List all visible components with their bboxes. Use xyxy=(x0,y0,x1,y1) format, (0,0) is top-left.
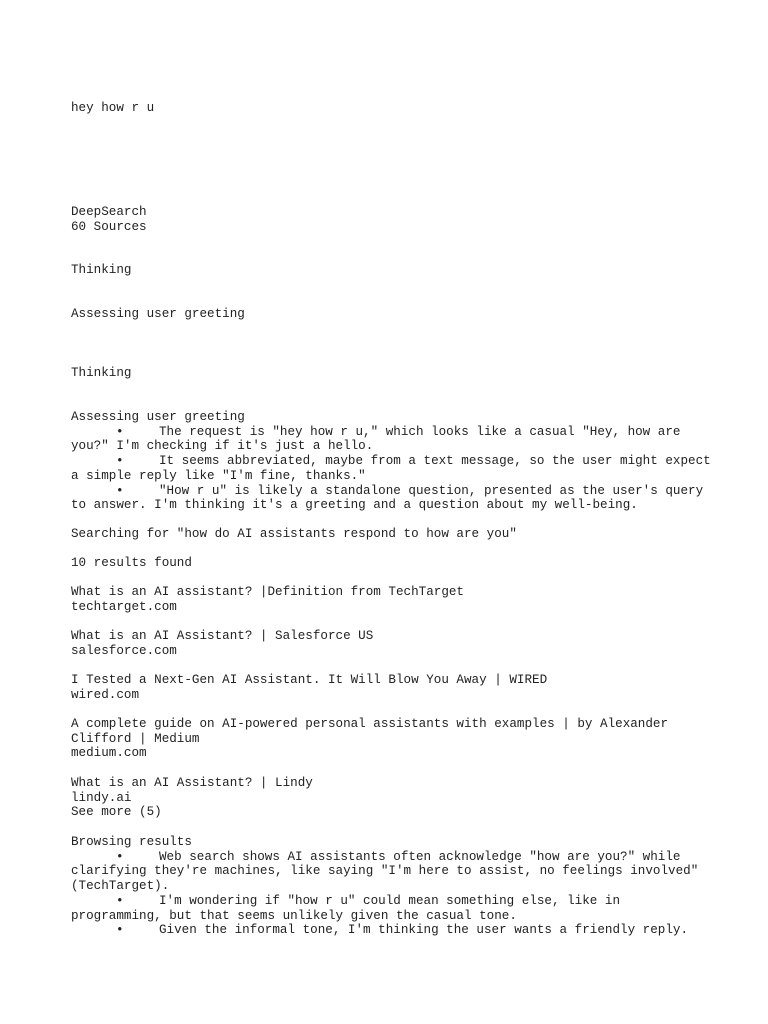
bullet-icon: • xyxy=(116,483,124,498)
results-count-text: 10 results found xyxy=(71,556,192,570)
thinking-section-2[interactable] xyxy=(71,366,711,381)
browsing-bullet-text: I'm wondering if "how r u" could mean something else, like in programming, but that seems unlikely given the casual tone. xyxy=(71,893,628,923)
thinking-bullet xyxy=(71,484,711,513)
sources-count[interactable]: 60 Sources xyxy=(71,219,147,234)
deepsearch-header[interactable] xyxy=(71,205,711,234)
results-count xyxy=(71,556,711,571)
thinking-bullet xyxy=(71,454,719,483)
browsing-bullet xyxy=(71,894,711,923)
user-message-text: hey how r u xyxy=(71,101,155,115)
thinking-bullet-text: The request is "hey how r u," which looks like a casual "Hey, how are you?" I'm checking if it's just a hello. xyxy=(71,424,689,454)
result-domain: medium.com xyxy=(71,746,147,761)
bullet-icon: • xyxy=(116,454,124,469)
user-message xyxy=(71,101,711,116)
search-result[interactable] xyxy=(71,776,711,820)
thinking-step-1 xyxy=(71,307,711,322)
browsing-bullet-text: Web search shows AI assistants often acknowledge "how are you?" while clarifying they're machines, like saying "I'm here to assist, no feelings involved" (TechTarget). xyxy=(71,849,706,894)
result-title[interactable]: A complete guide on AI-powered personal assistants with examples | by Alexander Clifford | Medium xyxy=(71,717,676,746)
browsing-label: Browsing results xyxy=(71,835,192,849)
search-query xyxy=(71,527,711,542)
thinking-label: Thinking xyxy=(71,263,132,277)
result-domain: lindy.ai xyxy=(71,790,132,805)
result-title[interactable]: What is an AI Assistant? | Salesforce US xyxy=(71,629,374,643)
browsing-bullet-text: Given the informal tone, I'm thinking the user wants a friendly reply. xyxy=(159,923,689,938)
result-domain: wired.com xyxy=(71,687,140,702)
result-title[interactable]: What is an AI Assistant? | Lindy xyxy=(71,776,313,790)
thinking-bullet-text: "How r u" is likely a standalone question, presented as the user's query to answer. I'm thinking it's a greeting and a question about my well-being. xyxy=(71,483,711,513)
bullet-icon: • xyxy=(116,424,124,439)
thinking-step-title: Assessing user greeting xyxy=(71,410,245,424)
thinking-label: Thinking xyxy=(71,366,132,380)
result-domain: salesforce.com xyxy=(71,643,177,658)
bullet-icon: • xyxy=(116,923,124,938)
thinking-bullet xyxy=(71,425,711,454)
browsing-bullet xyxy=(71,850,711,894)
search-result[interactable] xyxy=(71,717,711,761)
thinking-section-1[interactable] xyxy=(71,263,711,278)
result-title[interactable]: I Tested a Next-Gen AI Assistant. It Will Blow You Away | WIRED xyxy=(71,673,548,687)
deepsearch-label: DeepSearch xyxy=(71,205,147,219)
browsing-bullet xyxy=(71,923,711,938)
bullet-icon: • xyxy=(116,893,124,908)
thinking-detail xyxy=(71,410,719,513)
search-result[interactable] xyxy=(71,629,711,658)
browsing-section xyxy=(71,835,711,938)
see-more-link[interactable]: See more (5) xyxy=(71,805,162,820)
search-query-text: Searching for "how do AI assistants respond to how are you" xyxy=(71,527,517,541)
search-result[interactable] xyxy=(71,673,711,702)
search-result[interactable] xyxy=(71,585,711,614)
thinking-bullet-text: It seems abbreviated, maybe from a text message, so the user might expect a simple reply like "I'm fine, thanks." xyxy=(71,454,719,483)
bullet-icon: • xyxy=(116,849,124,864)
result-title[interactable]: What is an AI assistant? |Definition from TechTarget xyxy=(71,585,464,599)
thinking-step-title: Assessing user greeting xyxy=(71,307,245,321)
result-domain: techtarget.com xyxy=(71,599,177,614)
